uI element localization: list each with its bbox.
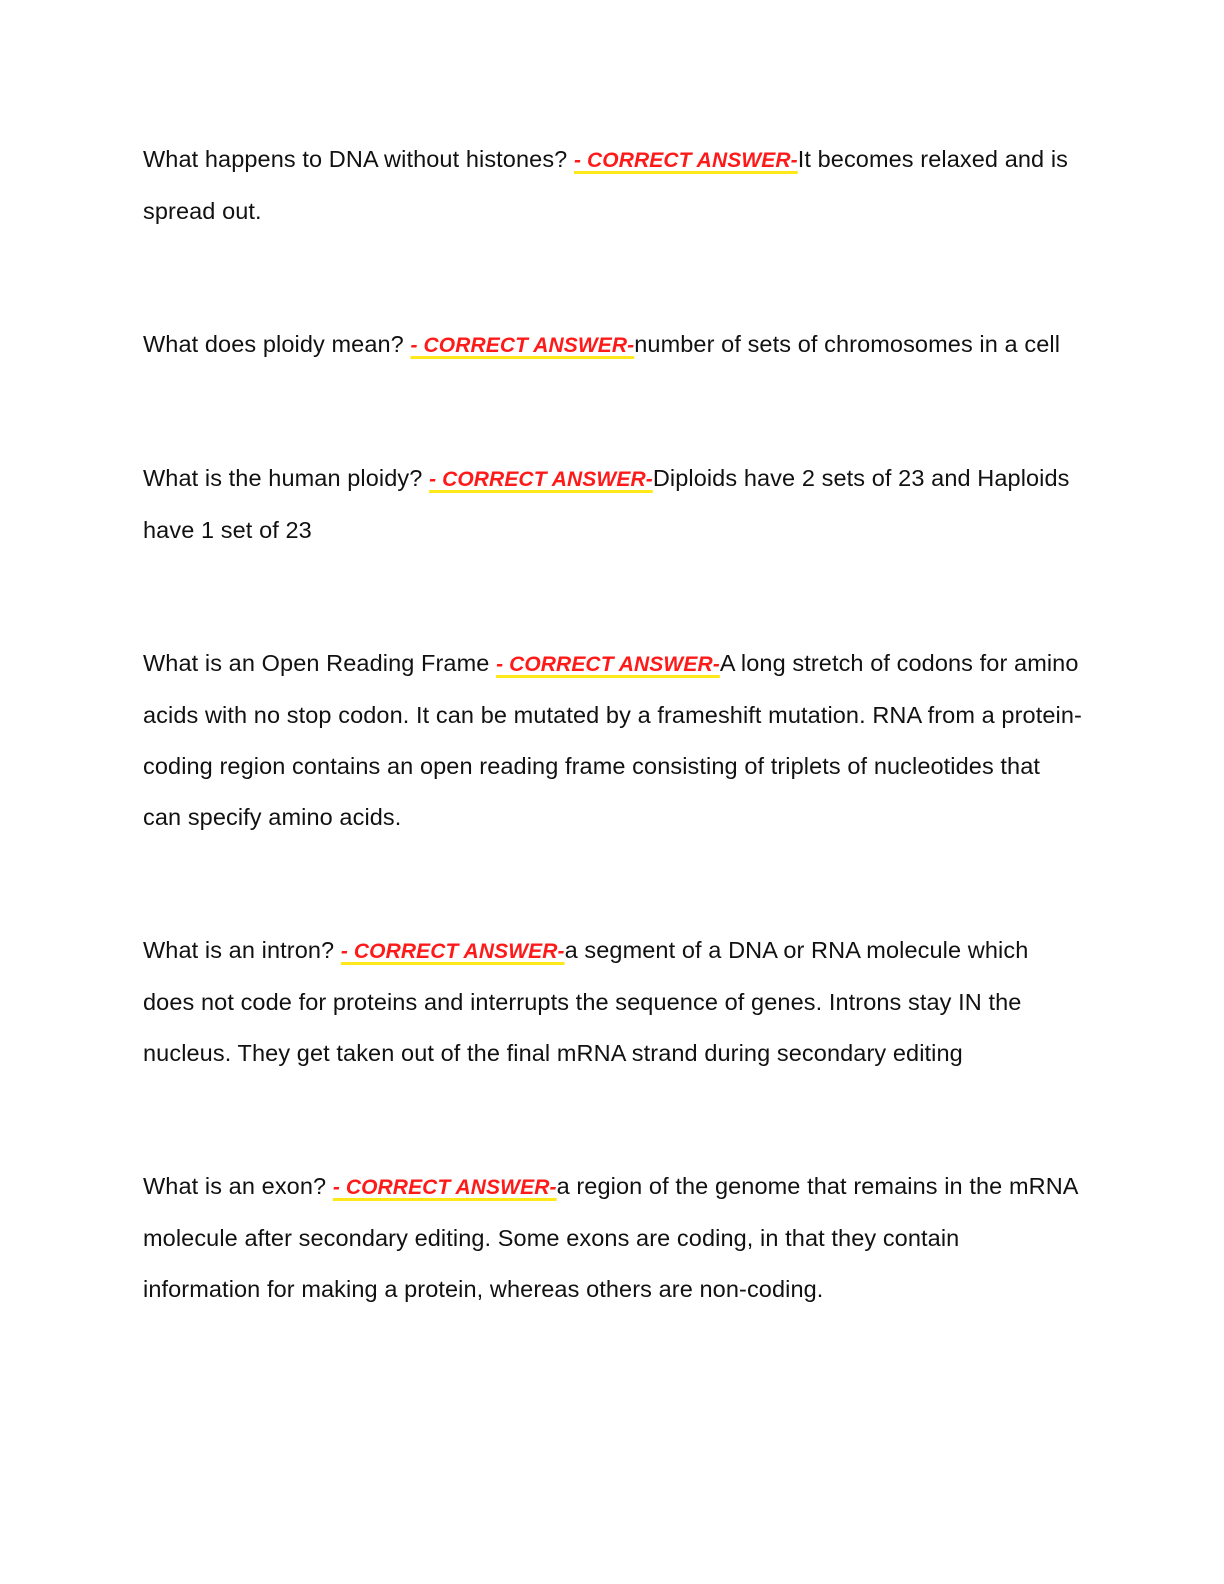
qa-item-dna-histones bbox=[143, 134, 1083, 237]
question-text: What is an intron? bbox=[143, 937, 341, 963]
correct-answer-marker: - CORRECT ANSWER- bbox=[410, 334, 635, 357]
question-text: What is the human ploidy? bbox=[143, 465, 430, 491]
answer-text: It becomes relaxed and is spread out. bbox=[143, 146, 1069, 224]
question-text: What happens to DNA without histones? bbox=[143, 146, 574, 172]
qa-item-intron bbox=[143, 925, 1083, 1079]
correct-answer-marker: - CORRECT ANSWER- bbox=[340, 940, 565, 963]
qa-item-human-ploidy bbox=[143, 453, 1083, 556]
answer-text: number of sets of chromosomes in a cell bbox=[634, 331, 1061, 357]
correct-answer-marker: - CORRECT ANSWER- bbox=[573, 149, 798, 172]
qa-item-open-reading-frame bbox=[143, 638, 1083, 843]
qa-item-ploidy-meaning bbox=[143, 319, 1083, 371]
qa-list bbox=[143, 134, 1083, 1315]
answer-text: A long stretch of codons for amino acids with no stop codon. It can be mutated by a frameshift mutation. RNA from a protein-coding region contains an open reading frame consisting of triplets of nucleotides that can specify amino acids. bbox=[143, 650, 1082, 830]
qa-item-exon bbox=[143, 1161, 1083, 1315]
question-text: What does ploidy mean? bbox=[143, 331, 411, 357]
answer-text: Diploids have 2 sets of 23 and Haploids have 1 set of 23 bbox=[143, 465, 1070, 543]
answer-text: a region of the genome that remains in the mRNA molecule after secondary editing. Some exons are coding, in that they contain information for making a protein, whereas others are non-coding. bbox=[143, 1173, 1078, 1302]
answer-text: a segment of a DNA or RNA molecule which does not code for proteins and interrupts the sequence of genes. Introns stay IN the nucleus. They get taken out of the final mRNA strand during secondary editing bbox=[143, 937, 1029, 1066]
correct-answer-marker: - CORRECT ANSWER- bbox=[496, 653, 720, 676]
correct-answer-marker: - CORRECT ANSWER- bbox=[429, 468, 653, 491]
question-text: What is an exon? bbox=[143, 1173, 333, 1199]
correct-answer-marker: - CORRECT ANSWER- bbox=[332, 1176, 557, 1199]
question-text: What is an Open Reading Frame bbox=[143, 650, 497, 676]
